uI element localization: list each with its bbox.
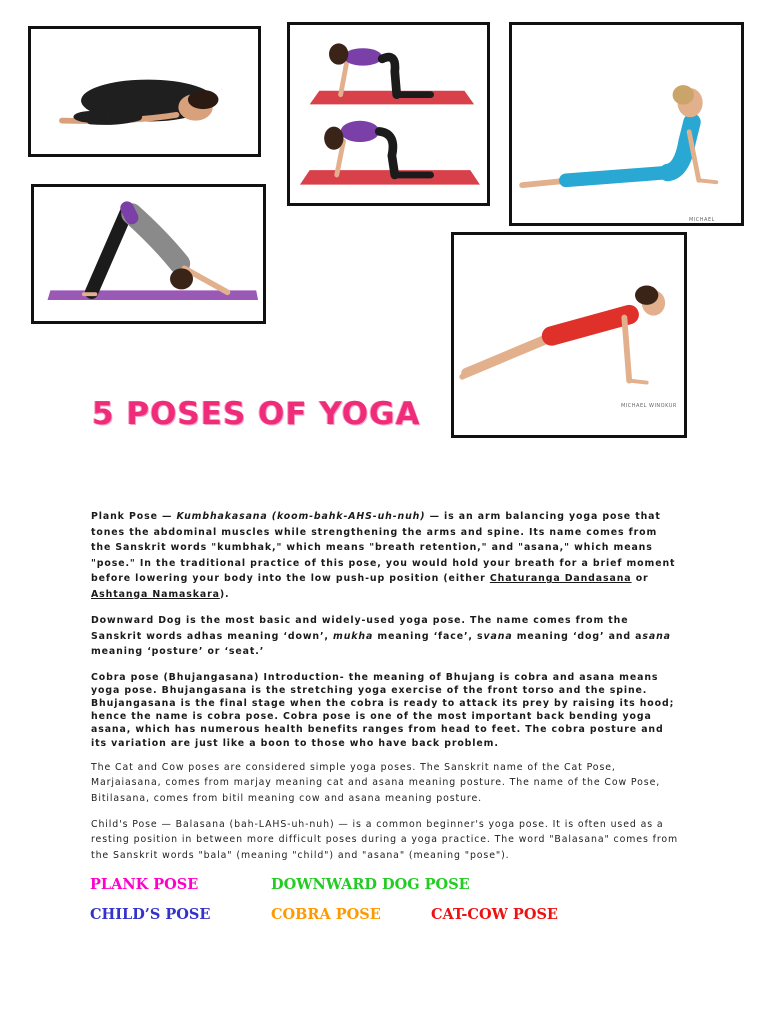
page-title: 5 POSES OF YOGA: [92, 396, 421, 432]
childs-pose-figure: [31, 29, 258, 154]
childs-pose-photo: [28, 26, 261, 157]
ashtanga-link[interactable]: Ashtanga Namaskara: [91, 588, 220, 600]
legend-downward-dog: DOWNWARD DOG POSE: [271, 876, 470, 893]
plank-photo-credit: MICHAEL WINOKUR: [621, 403, 677, 409]
downward-dog-photo: [31, 184, 266, 324]
legend-plank: PLANK POSE: [90, 876, 199, 893]
plank-pose-photo: [451, 232, 687, 438]
plank-pose-paragraph: Plank Pose — Kumbhakasana (koom-bahk-AHS-uh-nuh) — is an arm balancing yoga pose that tones the abdominal muscles while strengthening the arms and spine. Its name comes from the Sanskrit words "kumbhak," which means "breath retention," and "asana," which means "pose." In the traditional practice of this pose, you would hold your breath for a brief moment before lowering your body into the low push-up position (either Chaturanga Dandasana or Ashtanga Namaskara).: [91, 511, 676, 600]
cobra-pose-photo: [509, 22, 744, 226]
legend-cobra: COBRA POSE: [271, 906, 381, 923]
legend-childs-pose: CHILD’S POSE: [90, 906, 211, 923]
legend-cat-cow: CAT-COW POSE: [431, 906, 558, 923]
cat-cow-photo: [287, 22, 490, 206]
childs-pose-paragraph: Child's Pose — Balasana (bah-LAHS-uh-nuh) — is a common beginner's yoga pose. It is often used as a resting position in between more difficult poses during a yoga practice. The word "Balasana" comes from the Sanskrit words "bala" (meaning "child") and "asana" (meaning "pose").: [91, 818, 679, 861]
chaturanga-link[interactable]: Chaturanga Dandasana: [489, 573, 632, 584]
description-text: [91, 509, 681, 874]
cobra-photo-credit: MICHAEL WINOKUR: [689, 217, 717, 226]
plank-sanskrit-name: Kumbhakasana (koom-bahk-AHS-uh-nuh): [176, 511, 426, 522]
cat-cow-paragraph: The Cat and Cow poses are considered simple yoga poses. The Sanskrit name of the Cat Pose, Marjaiasana, comes from marjay meaning cat and asana meaning posture. The name of the Cow Pose, Bitilasana, comes from bitil meaning cow and asana meaning posture.: [91, 761, 661, 804]
cobra-pose-figure: [512, 25, 741, 223]
downward-dog-figure: [34, 187, 263, 321]
downward-dog-paragraph: Downward Dog is the most basic and widely-used yoga pose. The name comes from the Sanskrit words adhas meaning ‘down’, mukha meaning ‘face’, svana meaning ‘dog’ and asana meaning ‘posture’ or ‘seat.’: [91, 615, 671, 657]
cat-cow-figure: [290, 25, 487, 203]
cobra-pose-paragraph: Cobra pose (Bhujangasana) Introduction- the meaning of Bhujang is cobra and asana means yoga pose. Bhujangasana is the stretching yoga exercise of the front torso and the spine. Bhujangasana is the final stage when the cobra is ready to attack its prey by raising its hood; hence the name is cobra pose. Cobra pose is one of the most important back bending yoga asana, which has numerous health benefits ranges from head to feet. The cobra posture and its variation are just like a boon to those who have back problem.: [91, 671, 675, 749]
